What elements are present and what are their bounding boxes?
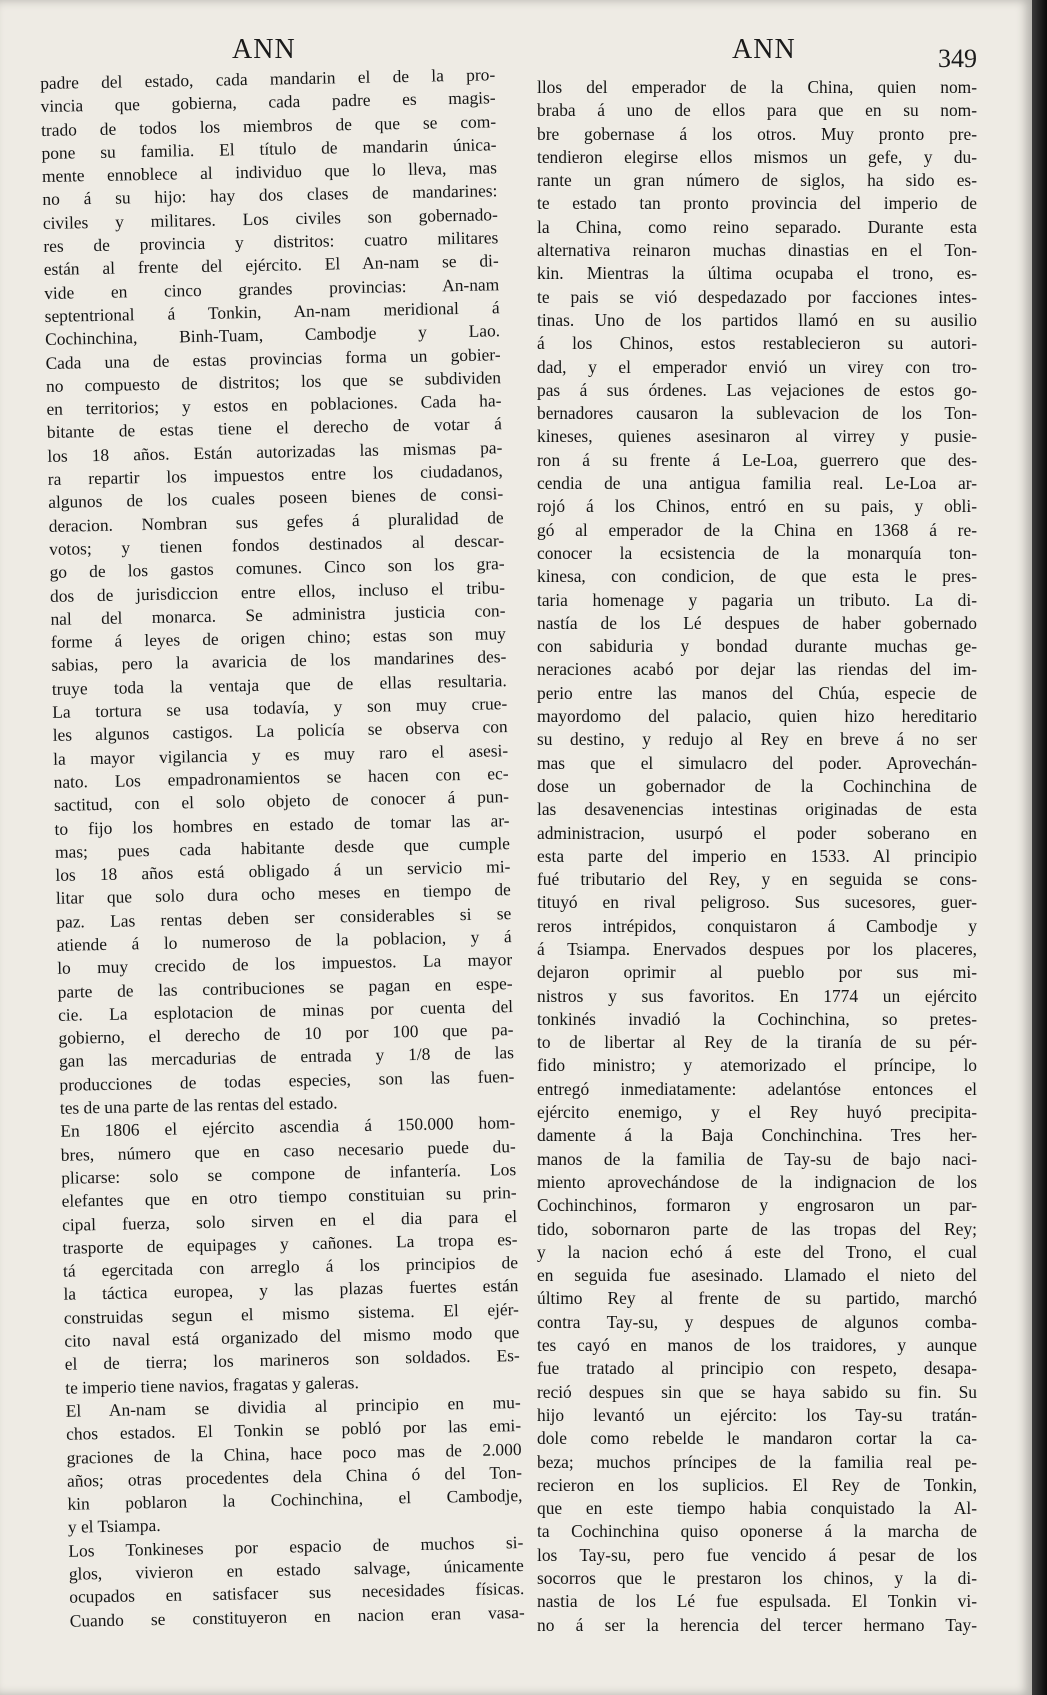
text-line: padre del estado, cada mandarin el de la pro- xyxy=(40,64,496,93)
text-line: los Tay-su, pero fue vencido á pesar de los xyxy=(537,1544,977,1565)
text-line: ra repartir los impuestos entre los ciudadanos, xyxy=(47,460,503,489)
text-line: recieron en los suplicios. El Rey de Tonkin, xyxy=(537,1474,977,1495)
text-line: reros intrépidos, conquistaron á Cambodje y xyxy=(537,915,977,936)
text-line: producciones de todas especies, son las fuen- xyxy=(59,1065,515,1095)
text-line: trasporte de equipages y cañones. La tropa es- xyxy=(62,1228,518,1258)
text-line: ejército enemigo, y el Rey huyó precipita- xyxy=(537,1102,977,1123)
text-line: paz. Las rentas deben ser considerables si se xyxy=(56,902,512,932)
text-line: que en este tiempo habia conquistado la Al- xyxy=(537,1498,977,1519)
text-line: cie. La esplotacion de minas por cuenta del xyxy=(57,995,514,1025)
text-line: kin. Mientras la última ocupaba el trono, es- xyxy=(537,263,977,284)
text-line: su destino, y redujo al Rey en breve á no ser xyxy=(537,729,977,750)
text-line: manos de la familia de Tay-su de bajo naci- xyxy=(537,1148,977,1169)
text-line: beza; muchos príncipes de la familia real pe- xyxy=(537,1451,977,1472)
text-line: graciones de la China, hace poco mas de 2.000 xyxy=(66,1438,522,1468)
text-line: litar que solo dura ocho meses en tiempo de xyxy=(55,879,511,909)
text-line: dos de jurisdiccion entre ellos, incluso el tribu- xyxy=(49,576,506,606)
text-line: sactitud, con el solo objeto de conocer á pun- xyxy=(53,786,510,816)
page-edge-shadow xyxy=(1032,0,1047,1695)
text-line: no á su hijo: hay dos clases de mandarines: xyxy=(42,180,498,210)
text-line: gobierno, el derecho de 10 por 100 que pa- xyxy=(58,1019,514,1048)
text-line: esta parte del imperio en 1533. Al principio xyxy=(537,845,977,866)
text-line: te pais se vió despedazado por facciones intes- xyxy=(537,286,977,307)
text-line: braba á uno de ellos para que en su nom- xyxy=(537,100,977,121)
text-line: parte de las contribuciones se pagan en espe- xyxy=(57,972,513,1002)
text-line: gan las mercadurias de entrada y 1/8 de las xyxy=(58,1042,515,1072)
text-line: damente á la Baja Conchinchina. Tres her- xyxy=(537,1125,977,1146)
text-line: algunos de los cuales poseen bienes de consi- xyxy=(48,483,504,513)
text-line: nastia de los Lé fue espulsada. El Tonkin vi- xyxy=(537,1591,977,1612)
text-line: con sabiduria y bondad durante muchas ge- xyxy=(537,636,977,657)
text-line: y la nacion echó á este del Trono, el cual xyxy=(537,1241,977,1262)
text-line: fido ministro; y atemorizado el príncipe, lo xyxy=(537,1055,977,1076)
text-line: res de provincia y distritos: cuatro militares xyxy=(43,227,499,257)
text-line: forme á leyes de origen chino; estas son muy xyxy=(50,623,507,653)
text-line: miento aprovechándose de la indignacion de los xyxy=(537,1171,977,1192)
text-line: rojó á los Chinos, entró en su pais, y obli- xyxy=(537,496,977,517)
text-line: nastía de los Lé despues de haber gobernado xyxy=(537,612,977,633)
text-line: ta Cochinchina quiso oponerse á la marcha de xyxy=(537,1521,977,1542)
text-line: no á ser la herencia del tercer hermano Tay- xyxy=(537,1614,977,1635)
text-line: les algunos castigos. La policía se observa con xyxy=(52,716,508,746)
text-line: deracion. Nombran sus gefes á pluralidad de xyxy=(48,506,504,536)
text-line: La tortura se usa todavía, y son muy crue- xyxy=(52,693,508,722)
text-line: te estado tan pronto provincia del imperio de xyxy=(537,193,977,214)
text-line: trado de todos los miembros de que se com- xyxy=(40,110,497,140)
text-line: contra Tay-su, y despues de algunos comba- xyxy=(537,1311,977,1332)
text-line: votos; y tienen fondos destinados al descar- xyxy=(48,530,505,559)
text-line: hijo levantó un ejército: los Tay-su tratán- xyxy=(537,1404,977,1425)
text-line: rante un gran número de siglos, ha sido es- xyxy=(537,170,977,191)
text-line: dad, y el emperador envió un virey con tro- xyxy=(537,356,977,377)
text-line: sabias, pero la avaricia de los mandarines des- xyxy=(51,646,507,676)
text-line: lo muy crecido de los impuestos. La mayor xyxy=(57,949,513,979)
text-line: Cada una de estas provincias forma un gobier- xyxy=(45,343,501,373)
text-line: cito naval está organizado del mismo modo que xyxy=(64,1322,520,1351)
text-line: dejaron oprimir al pueblo por sus mi- xyxy=(537,962,977,983)
text-line: socorros que le prestaron los chinos, y la di- xyxy=(537,1568,977,1588)
text-line: Cuando se constituyeron en nacion eran vasa- xyxy=(69,1601,525,1631)
text-line: administracion, usurpó el poder soberano en xyxy=(537,822,977,843)
text-line: tes de una parte de las rentas del estado. xyxy=(59,1092,338,1118)
text-line: mayordomo del palacio, quien hizo hereditario xyxy=(537,706,977,727)
text-line: en seguida fue asesinado. Llamado el nieto del xyxy=(537,1265,977,1286)
text-line: llos del emperador de la China, quien nom- xyxy=(537,77,977,97)
text-line: ocupados en satisfacer sus necesidades físicas. xyxy=(69,1578,525,1608)
text-line: las desavenencias intestinas originadas de esta xyxy=(537,799,977,820)
text-line: cipal fuerza, solo sirven en el dia para el xyxy=(61,1205,518,1235)
text-line: á Tsiampa. Enervados despues por los placeres, xyxy=(537,938,977,959)
text-line: Cochinchina, Binh-Tuam, Cambodje y Lao. xyxy=(44,320,501,350)
text-line: El An-nam se dividia al principio en mu- xyxy=(65,1391,521,1421)
text-line: vide en cinco grandes provincias: An-nam xyxy=(44,273,500,303)
text-line: En 1806 el ejército ascendia á 150.000 hom- xyxy=(60,1112,516,1142)
text-line: Cochinchinos, formaron y engrosaron un par- xyxy=(537,1195,977,1216)
text-line: reció despues sin que se haya sabido su fin. Su xyxy=(537,1381,977,1402)
page-number: 349 xyxy=(938,44,977,73)
text-line: Los Tonkineses por espacio de muchos si- xyxy=(68,1531,524,1561)
text-line: mas; pues cada habitante desde que cumple xyxy=(54,832,511,862)
running-head-left: ANN xyxy=(232,34,296,65)
text-line: años; otras procedentes dela China ó del Ton- xyxy=(66,1461,523,1491)
text-line: la táctica europea, y las plazas fuertes están xyxy=(63,1275,519,1305)
text-line: cendia de una antigua familia real. Le-Loa ar- xyxy=(537,473,977,494)
text-line: nal del monarca. Se administra justicia con- xyxy=(50,599,506,629)
text-line: en territorios; y estos en poblaciones. Cada ha- xyxy=(46,390,502,420)
text-line: pas á sus órdenes. Las vejaciones de estos go- xyxy=(537,379,977,400)
text-line: neraciones acabó por dejar las riendas del im- xyxy=(537,659,977,680)
text-line: truye toda la ventaja que de ellas resultaria. xyxy=(51,669,507,699)
text-line: atiende á lo numeroso de la poblacion, y á xyxy=(56,926,512,955)
text-line: la China, como reino separado. Durante esta xyxy=(537,216,977,237)
text-line: vincia que gobierna, cada padre es magis- xyxy=(40,87,496,117)
text-line: kinesa, con condicion, de que esta le pres- xyxy=(537,566,977,587)
text-line: chos estados. El Tonkin se pobló por las emi- xyxy=(65,1415,522,1444)
text-line: dose un gobernador de la Cochinchina de xyxy=(537,775,977,796)
text-line: tonkinés invadió la Cochinchina, so pretes- xyxy=(537,1008,977,1029)
text-line: bernadores causaron la sublevacion de los Ton- xyxy=(537,403,977,424)
text-line: ron á su frente á Le-Loa, guerrero que des- xyxy=(537,449,977,470)
text-line: el de tierra; los marineros son soldados. Es- xyxy=(64,1345,520,1375)
text-line: te imperio tiene navios, fragatas y galeras. xyxy=(65,1371,360,1398)
text-line: nato. Los empadronamientos se hacen con ec- xyxy=(53,763,509,792)
text-line: gó al emperador de la China en 1368 á re- xyxy=(537,519,977,540)
text-line: bitante de estas tiene el derecho de votar á xyxy=(46,413,503,443)
text-line: construidas segun el mismo sistema. El ejér- xyxy=(63,1298,520,1328)
text-line: á los Chinos, estos restablecieron su autori- xyxy=(537,333,977,354)
text-line: la mayor vigilancia y es muy raro el asesi- xyxy=(52,739,509,769)
text-line: fué tributario del Rey, y en seguida se cons- xyxy=(537,869,977,890)
text-line: fue tratado al principio con respeto, desapa- xyxy=(537,1358,977,1379)
text-line: los 18 años está obligado á un servicio mi- xyxy=(55,856,511,885)
text-line: tinas. Uno de los partidos llamó en su ausilio xyxy=(537,309,977,330)
text-line: los 18 años. Están autorizadas las mismas pa- xyxy=(47,436,503,466)
right-text-column xyxy=(537,76,977,1637)
text-line: to de libertar al Rey de la tiranía de su pér- xyxy=(537,1032,977,1053)
text-line: bres, número que en caso necesario puede du- xyxy=(60,1135,516,1165)
text-line: alternativa reinaron muchas dinastias en el Ton- xyxy=(537,240,977,261)
text-line: tendieron elegirse ellos mismos un gefe, y du- xyxy=(537,146,977,167)
text-line: están al frente del ejército. El An-nam se di- xyxy=(43,250,499,280)
text-line: y el Tsiampa. xyxy=(67,1515,161,1538)
text-line: to fijo los hombres en estado de tomar las ar- xyxy=(54,809,510,839)
text-line: mente ennoblece al individuo que lo lleva, mas xyxy=(41,157,498,187)
text-line: bre gobernase á los otros. Muy pronto pre- xyxy=(537,123,977,144)
text-line: pone su familia. El título de mandarin única- xyxy=(41,134,497,163)
running-head-right: ANN xyxy=(732,34,796,65)
text-line: plicarse: solo se compone de infantería. Los xyxy=(61,1159,517,1188)
text-line: tes cayó en manos de los traidores, y aunque xyxy=(537,1335,977,1356)
text-line: elefantes que en otro tiempo constituian su prin- xyxy=(61,1182,517,1212)
text-line: taria homenage y pagaria un tributo. La di- xyxy=(537,589,977,610)
text-line: entregó inmediatamente: adelantóse entonces el xyxy=(537,1078,977,1099)
text-line: último Rey al frente de su partido, marchó xyxy=(537,1288,977,1309)
text-line: tá egercitada con arreglo á los principios de xyxy=(62,1252,519,1281)
text-line: go de los gastos comunes. Cinco son los gra- xyxy=(49,553,505,583)
text-line: tituyó en rival peligroso. Sus sucesores, guer- xyxy=(537,892,977,913)
text-line: mas que el simulacro del poder. Aprovechán- xyxy=(537,752,977,773)
text-line: no compuesto de distritos; los que se subdividen xyxy=(45,367,502,396)
text-line: dole como rebelde le mandaron cortar la ca- xyxy=(537,1428,977,1449)
text-line: conocer la ecsistencia de la monarquía ton- xyxy=(537,542,977,563)
left-text-column xyxy=(40,63,525,1632)
text-line: kin poblaron la Cochinchina, el Cambodje, xyxy=(67,1485,523,1514)
text-line: glos, vivieron en estado salvage, únicamente xyxy=(68,1554,524,1584)
text-line: tido, sobornaron parte de las tropas del Rey; xyxy=(537,1218,977,1239)
text-line: civiles y militares. Los civiles son gobernado- xyxy=(42,204,499,233)
text-line: kineses, quienes asesinaron al virrey y pusie- xyxy=(537,426,977,447)
text-line: nistros y sus favoritos. En 1774 un ejército xyxy=(537,985,977,1006)
text-line: perio entre las manos del Chúa, especie de xyxy=(537,682,977,703)
text-line: septentrional á Tonkin, An-nam meridional á xyxy=(44,297,500,326)
